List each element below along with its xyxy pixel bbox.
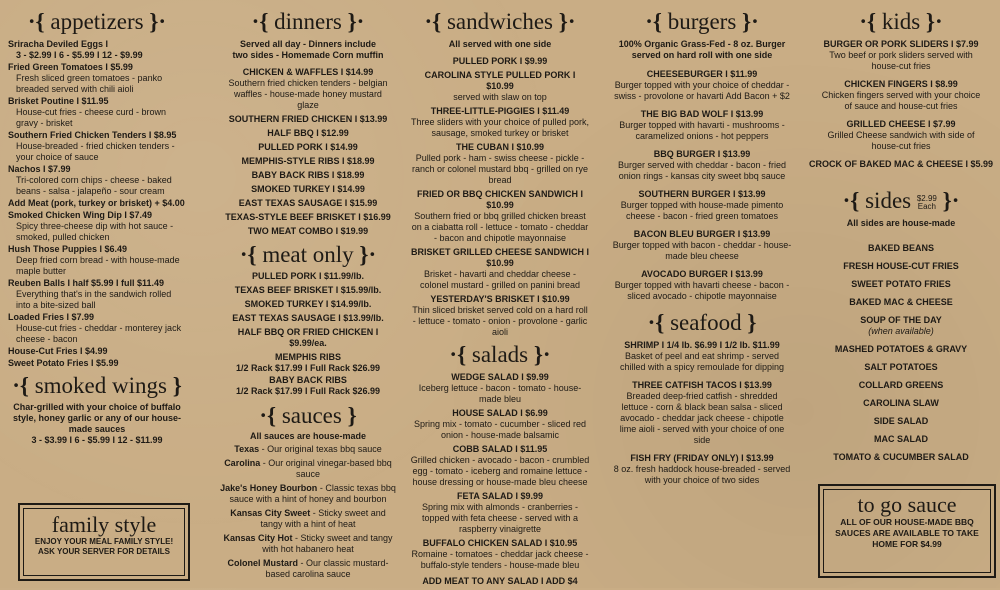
family-style-line1: ENJOY YOUR MEAL FAMILY STYLE! xyxy=(34,537,174,546)
menu-item: EAST TEXAS SAUSAGE I $13.99/lb. xyxy=(232,313,384,323)
meat-only-heading: ·{ meat only }· xyxy=(239,242,377,267)
menu-item: BURGER OR PORK SLIDERS I $7.99 Two beef or pork sliders served with house-cut fries xyxy=(823,39,979,71)
family-style-line2: ASK YOUR SERVER FOR DETAILS xyxy=(37,547,171,556)
menu-item: BACON BLEU BURGER I $13.99 Burger topped with bacon - cheddar - house-made bleu cheese xyxy=(612,229,792,261)
menu-item: BBQ BURGER I $13.99 Burger served with cheddar - bacon - fried onion rings - kansas city sweet bbq sauce xyxy=(617,149,787,181)
family-style-title: family style xyxy=(51,512,157,537)
menu-item: BABY BACK RIBS I $18.99 xyxy=(251,170,365,180)
sauce-item: Carolina - Our original vinegar-based bbq sauce xyxy=(224,458,392,479)
side-item: TOMATO & CUCUMBER SALAD xyxy=(833,452,969,462)
family-style-box xyxy=(18,503,190,581)
menu-item: EAST TEXAS SAUSAGE I $15.99 xyxy=(238,198,378,208)
menu-item: CHICKEN & WAFFLES I $14.99 Southern fried chicken tenders - belgian waffles - house-made honey mustard glaze xyxy=(228,67,388,110)
sauce-item: Kansas City Hot - Sticky sweet and tangy with hot habanero heat xyxy=(223,533,393,554)
menu-item: SMOKED TURKEY I $14.99 xyxy=(251,184,365,194)
column-appetizers xyxy=(8,0,186,446)
menu-item: MEMPHIS RIBS 1/2 Rack $17.99 I Full Rack $26.99 xyxy=(235,352,381,373)
menu-item: Nachos I $7.99 Tri-colored corn chips - cheese - baked beans - salsa - jalapeño - sour cream xyxy=(8,164,172,196)
sandwiches-heading: ·{ sandwiches }· xyxy=(424,9,576,34)
side-item: BAKED BEANS xyxy=(867,243,934,253)
menu-item: Sriracha Deviled Eggs I 3 - $2.99 I 6 - $5.99 I 12 - $9.99 xyxy=(8,39,143,60)
menu-item: TWO MEAT COMBO I $19.99 xyxy=(247,226,369,236)
menu-item: COBB SALAD I $11.95 Grilled chicken - avocado - bacon - crumbled egg - tomato - iceberg and romaine lettuce - house dressing or house-made bleu cheese xyxy=(410,444,590,487)
smoked-wings-title: smoked wings xyxy=(34,373,167,398)
menu-item: THREE CATFISH TACOS I $13.99 Breaded deep-fried catfish - shredded lettuce - corn & black bean salsa - sliced avocado - cheddar jack cheese - chipotle lime aioli - served with your choice of one side xyxy=(619,380,785,445)
sides-list xyxy=(806,243,996,463)
menu-item: HALF BBQ I $12.99 xyxy=(267,128,349,138)
sauces-title: sauces xyxy=(281,403,342,428)
appetizers-list xyxy=(8,39,186,369)
sauce-item: Jake's Honey Bourbon - Classic texas bbq sauce with a hint of honey and bourbon xyxy=(220,483,396,504)
menu-item: YESTERDAY'S BRISKET I $10.99 Thin sliced brisket served cold on a hard roll - lettuce - tomato - onion - provolone - garlic aioli xyxy=(412,294,588,337)
sauces-subtitle: All sauces are house-made xyxy=(249,431,367,441)
salads-title: salads xyxy=(471,342,529,367)
side-item: BAKED MAC & CHEESE xyxy=(849,297,953,307)
menu-item: Reuben Balls I half $5.99 I full $11.49 Everything that's in the sandwich rolled into a bite-sized ball xyxy=(8,278,172,310)
menu-item: HOUSE SALAD I $6.99 Spring mix - tomato - cucumber - sliced red onion - house-made balsamic xyxy=(413,408,587,440)
menu-item: Smoked Chicken Wing Dip I $7.49 Spicy three-cheese dip with hot sauce - smoked, pulled chicken xyxy=(8,210,174,242)
menu-item: FISH FRY (FRIDAY ONLY) I $13.99 8 oz. fresh haddock house-breaded - served with your choice of two sides xyxy=(613,453,791,485)
burgers-heading: ·{ burgers }· xyxy=(645,9,759,34)
smoked-wings-heading: ·{ smoked wings } xyxy=(12,373,182,398)
menu-item: Hush Those Puppies I $6.49 Deep fried corn bread - with house-made maple butter xyxy=(8,244,180,276)
menu-item: THE CUBAN I $10.99 Pulled pork - ham - swiss cheese - pickle - ranch or colonel mustard bbq - grilled on rye bread xyxy=(411,142,589,185)
side-item: CAROLINA SLAW xyxy=(863,398,939,408)
menu-item: Southern Fried Chicken Tenders I $8.95 House-breaded - fried chicken tenders - your choice of sauce xyxy=(8,130,177,162)
side-item: COLLARD GREENS xyxy=(858,380,944,390)
sauce-item: Texas - Our original texas bbq sauce xyxy=(234,444,382,454)
sides-price: $2.99 Each xyxy=(916,193,937,211)
appetizers-title: appetizers xyxy=(50,9,144,34)
side-item: SWEET POTATO FRIES xyxy=(851,279,951,289)
side-item: MASHED POTATOES & GRAVY xyxy=(834,344,968,354)
seafood-title: seafood xyxy=(670,310,742,335)
sides-title: sides xyxy=(865,188,912,213)
menu-item: THE BIG BAD WOLF I $13.99 Burger topped with havarti - mushrooms - caramelized onions - hot peppers xyxy=(619,109,785,141)
menu-item: CAROLINA STYLE PULLED PORK I $10.99 served with slaw on top xyxy=(424,70,576,102)
menu-item: TEXAS-STYLE BEEF BRISKET I $16.99 xyxy=(225,212,391,222)
menu-item: PULLED PORK I $14.99 xyxy=(258,142,358,152)
menu-item: CROCK OF BAKED MAC & CHEESE I $5.99 xyxy=(808,159,994,169)
sandwiches-title: sandwiches xyxy=(446,9,554,34)
menu-item: CHEESEBURGER I $11.99 Burger topped with your choice of cheddar - swiss - provolone or havarti Add Bacon + $2 xyxy=(614,69,790,101)
menu-item: SMOKED TURKEY I $14.99/lb. xyxy=(244,299,372,309)
to-go-sauce-text: ALL OF OUR HOUSE-MADE BBQ SAUCES ARE AVAILABLE TO TAKE HOME FOR $4.99 xyxy=(835,517,979,549)
side-item: SALT POTATOES xyxy=(864,362,938,372)
menu-item: PULLED PORK I $11.99/lb. xyxy=(251,271,365,281)
side-item: SOUP OF THE DAY xyxy=(860,315,942,325)
menu-item: PULLED PORK I $9.99 xyxy=(452,56,548,66)
menu-item: CHICKEN FINGERS I $8.99 Chicken fingers served with your choice of sauce and house-cut fries xyxy=(821,79,981,111)
soup-note: (when available) xyxy=(868,326,934,336)
dinners-subtitle: Served all day - Dinners include two sides - Homemade Corn muffin xyxy=(232,39,384,60)
smoked-wings-desc: Char-grilled with your choice of buffalo style, honey garlic or any of our house-made sauces xyxy=(12,402,182,434)
sauce-item: Kansas City Sweet - Sticky sweet and tangy with a hint of heat xyxy=(230,508,386,529)
sandwiches-subtitle: All served with one side xyxy=(448,39,552,49)
smoked-wings-prices: 3 - $3.99 I 6 - $5.99 I 12 - $11.99 xyxy=(31,435,163,445)
side-item: SIDE SALAD xyxy=(873,416,929,426)
side-item: FRESH HOUSE-CUT FRIES xyxy=(843,261,959,271)
menu-item: GRILLED CHEESE I $7.99 Grilled Cheese sandwich with side of house-cut fries xyxy=(827,119,975,151)
menu-item: AVOCADO BURGER I $13.99 Burger topped with havarti cheese - bacon - sliced avocado - chipotle mayonnaise xyxy=(614,269,790,301)
meat-only-title: meat only xyxy=(262,242,354,267)
menu-item: ADD MEAT TO ANY SALAD I ADD $4 xyxy=(422,576,578,586)
menu-item: Sweet Potato Fries I $5.99 xyxy=(8,358,119,368)
menu-item: HALF BBQ OR FRIED CHICKEN I $9.99/ea. xyxy=(237,327,379,348)
menu-item: SOUTHERN BURGER I $13.99 Burger topped with house-made pimento cheese - bacon - fried green tomatoes xyxy=(620,189,784,221)
sauce-item: Colonel Mustard - Our classic mustard-based carolina sauce xyxy=(227,558,389,579)
menu-item: WEDGE SALAD I $9.99 Iceberg lettuce - bacon - tomato - house-made bleu xyxy=(418,372,582,404)
dinners-heading: ·{ dinners }· xyxy=(251,9,365,34)
column-dinners xyxy=(218,0,398,583)
to-go-sauce-box xyxy=(818,484,996,578)
appetizers-heading: ·{ appetizers }· xyxy=(27,9,167,34)
menu-item: House-Cut Fries I $4.99 xyxy=(8,346,108,356)
menu-item: FRIED OR BBQ CHICKEN SANDWICH I $10.99 Southern fried or bbq grilled chicken breast on a ciabatta roll - lettuce - tomato - cheddar - bacon and chipotle mayonnaise xyxy=(411,189,589,243)
menu-item: Loaded Fries I $7.99 House-cut fries - cheddar - monterey jack cheese - bacon xyxy=(8,312,182,344)
menu-item: MEMPHIS-STYLE RIBS I $18.99 xyxy=(241,156,375,166)
menu-item: SHRIMP I 1/4 lb. $6.99 I 1/2 lb. $11.99 Basket of peel and eat shrimp - served chilled with a spicy remoulade for dipping xyxy=(619,340,785,372)
side-item: MAC SALAD xyxy=(874,434,928,444)
menu-item: FETA SALAD I $9.99 Spring mix with almonds - cranberries - topped with feta cheese - served with a raspberry vinaigrette xyxy=(421,491,579,534)
salads-heading: ·{ salads }· xyxy=(449,342,551,367)
column-sandwiches xyxy=(410,0,590,590)
burgers-subtitle: 100% Organic Grass-Fed - 8 oz. Burger served on hard roll with one side xyxy=(618,39,786,60)
menu-item: TEXAS BEEF BRISKET I $15.99/lb. xyxy=(234,285,382,295)
sauces-heading: ·{ sauces } xyxy=(259,403,357,428)
menu-item: Fried Green Tomatoes I $5.99 Fresh sliced green tomatoes - panko breaded served with chili aioli xyxy=(8,62,163,94)
dinners-title: dinners xyxy=(274,9,342,34)
column-burgers xyxy=(612,0,792,489)
seafood-heading: ·{ seafood } xyxy=(647,310,757,335)
menu-item: Brisket Poutine I $11.95 House-cut fries - cheese curd - brown gravy - brisket xyxy=(8,96,167,128)
column-kids xyxy=(806,0,996,470)
sides-subtitle: All sides are house-made xyxy=(846,218,956,228)
menu-item: THREE-LITTLE-PIGGIES I $11.49 Three sliders with your choice of pulled pork, sausage, smoked turkey or brisket xyxy=(410,106,590,138)
menu-item: SOUTHERN FRIED CHICKEN I $13.99 xyxy=(228,114,388,124)
kids-title: kids xyxy=(881,9,921,34)
menu-item: Add Meat (pork, turkey or brisket) + $4.00 xyxy=(8,198,185,208)
menu-item: BUFFALO CHICKEN SALAD I $10.95 Romaine - tomatoes - cheddar jack cheese - buffalo-style tenders - house-made bleu xyxy=(411,538,589,570)
menu-item: BRISKET GRILLED CHEESE SANDWICH I $10.99 Brisket - havarti and cheddar cheese - colonel mustard - grilled on panini bread xyxy=(410,247,589,290)
kids-heading: ·{ kids }· xyxy=(859,9,943,34)
burgers-title: burgers xyxy=(667,9,737,34)
to-go-sauce-title: to go sauce xyxy=(857,492,957,517)
sides-heading: ·{ sides $2.99 Each }· xyxy=(842,188,960,213)
menu-item: BABY BACK RIBS 1/2 Rack $17.99 I Full Rack $26.99 xyxy=(235,375,381,396)
